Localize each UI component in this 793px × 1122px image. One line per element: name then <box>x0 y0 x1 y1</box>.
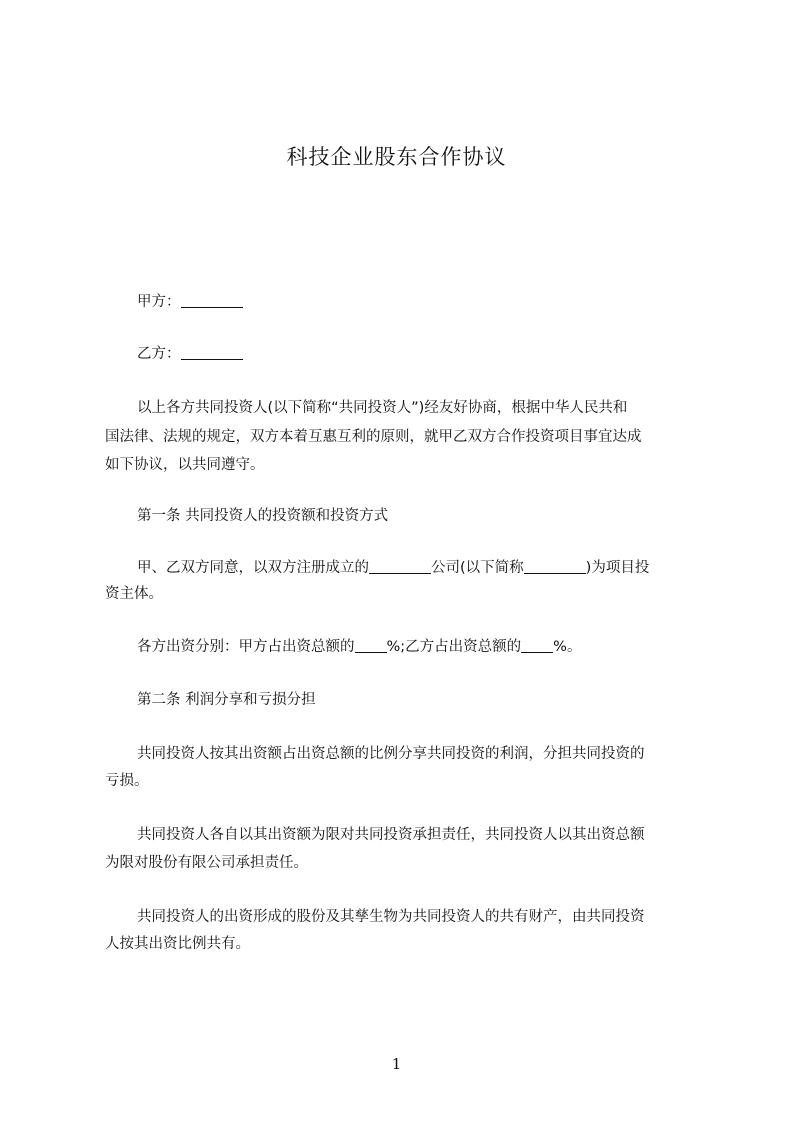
article2-p1-line1: 共同投资人按其出资额占出资总额的比例分享共同投资的利润，分担共同投资的 <box>137 746 645 762</box>
article2-heading: 第二条 利润分享和亏损分担 <box>137 692 316 708</box>
party-a-blank <box>181 293 243 308</box>
intro-line-1: 以上各方共同投资人(以下简称“共同投资人”)经友好协商，根据中华人民共和 <box>137 400 628 416</box>
intro-line-2: 国法律、法规的规定，双方本着互惠互利的原则，就甲乙双方合作投资项目事宜达成 <box>105 429 642 445</box>
article1-p2-text-b: %;乙方占出资总额的 <box>386 639 522 655</box>
article2-p3-line1: 共同投资人的出资形成的股份及其孳生物为共同投资人的共有财产，由共同投资 <box>137 909 645 925</box>
article1-p1-text-c: )为项目投 <box>585 560 650 576</box>
article2-p2-line2: 为限对股份有限公司承担责任。 <box>105 855 308 871</box>
party-b-blank <box>181 345 243 360</box>
article1-p2-text-a: 各方出资分别：甲方占出资总额的 <box>137 639 355 655</box>
party-b-share-blank <box>521 638 553 653</box>
article1-p2-line <box>137 633 705 661</box>
article2-p1-line2: 亏损。 <box>105 773 149 789</box>
party-a-share-blank <box>355 638 387 653</box>
article1-heading: 第一条 共同投资人的投资额和投资方式 <box>137 508 389 524</box>
document-title: 科技企业股东合作协议 <box>286 145 507 169</box>
article1-p1-line2: 资主体。 <box>105 586 163 602</box>
page-number: 1 <box>391 1055 402 1073</box>
article1-p2-text-c: %。 <box>553 639 582 655</box>
party-a-line <box>137 288 705 316</box>
company-name-blank <box>369 559 431 574</box>
article2-p3-line2: 人按其出资比例共有。 <box>105 936 250 952</box>
party-b-label: 乙方： <box>137 346 181 362</box>
party-b-line <box>137 340 705 368</box>
article2-p2-line1: 共同投资人各自以其出资额为限对共同投资承担责任，共同投资人以其出资总额 <box>137 827 645 843</box>
article1-p1-text-a: 甲、乙双方同意，以双方注册成立的 <box>137 560 369 576</box>
article1-p1-text-b: 公司(以下简称 <box>431 560 524 576</box>
article1-p1-line1 <box>137 554 705 582</box>
party-a-label: 甲方： <box>137 294 181 310</box>
intro-line-3: 如下协议，以共同遵守。 <box>105 457 265 473</box>
company-short-name-blank <box>524 559 586 574</box>
